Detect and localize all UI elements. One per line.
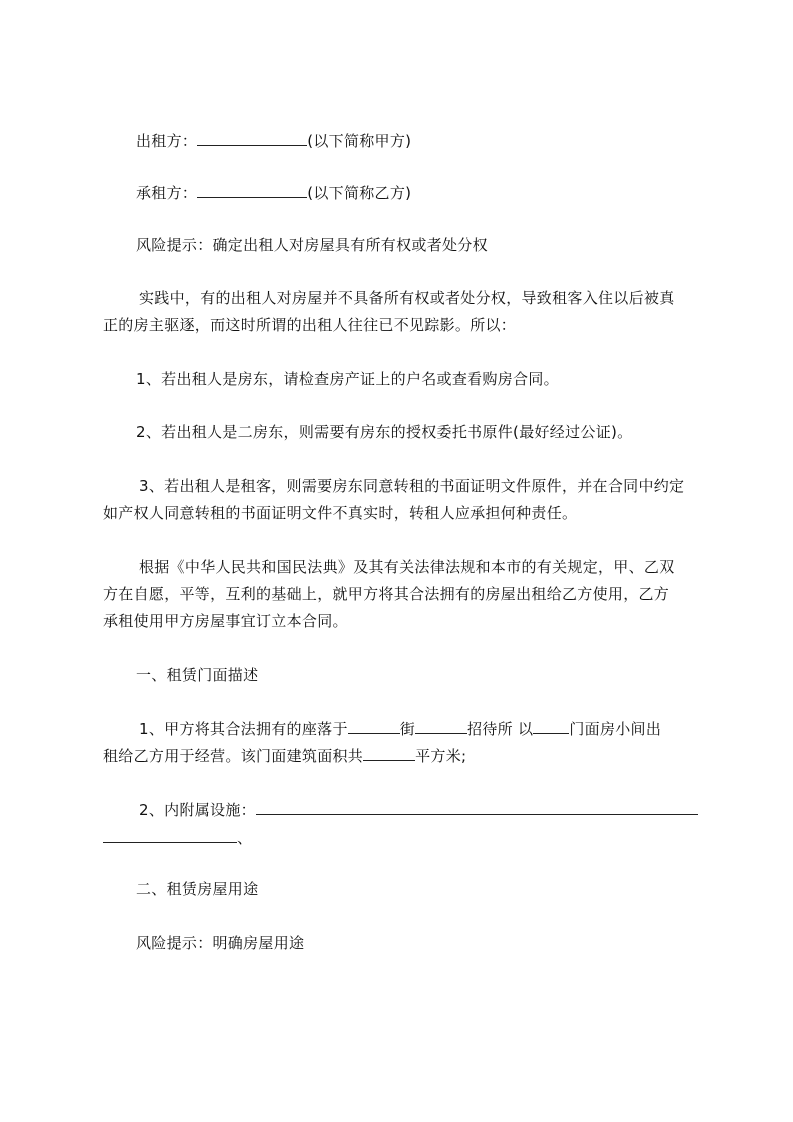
basis-line-2: 方在自愿，平等，互利的基础上，就甲方将其合法拥有的房屋出租给乙方使用，乙方 xyxy=(103,585,670,603)
lessor-suffix: (以下简称甲方) xyxy=(307,132,412,150)
facilities-blank-1 xyxy=(256,799,698,815)
lessor-line xyxy=(136,129,411,153)
clause-1-2-line-2 xyxy=(103,826,252,850)
clause-1-1-part-d: 门面房小间出 xyxy=(569,720,662,738)
basis-line-3: 承租使用甲方房屋事宜订立本合同。 xyxy=(103,612,348,630)
clause-1-1-line-2 xyxy=(103,744,466,768)
item-2: 2、若出租人是二房东，则需要有房东的授权委托书原件(最好经过公证)。 xyxy=(136,423,633,441)
area-blank xyxy=(363,745,415,761)
item-3-line-2: 如产权人同意转租的书面证明文件不真实时，转租人应承担何种责任。 xyxy=(103,504,578,522)
lessee-label: 承租方： xyxy=(136,184,198,202)
risk-tip-ownership: 风险提示：确定出租人对房屋具有所有权或者处分权 xyxy=(136,236,488,254)
clause-1-1-line-1 xyxy=(139,717,661,741)
intro-paragraph-line-2: 正的房主驱逐，而这时所谓的出租人往往已不见踪影。所以： xyxy=(103,316,517,334)
street-blank xyxy=(415,718,467,734)
section-2-title: 二、租赁房屋用途 xyxy=(136,880,259,898)
clause-1-1-part-a: 1、甲方将其合法拥有的座落于 xyxy=(139,720,348,738)
lessee-suffix: (以下简称乙方) xyxy=(307,184,412,202)
lessor-blank xyxy=(197,130,307,146)
item-3-line-1: 3、若出租人是租客，则需要房东同意转租的书面证明文件原件，并在合同中约定 xyxy=(139,477,685,495)
lessee-line xyxy=(136,181,411,205)
clause-1-1-line2-b: 平方米; xyxy=(415,747,467,765)
intro-paragraph-line-1: 实践中，有的出租人对房屋并不具备所有权或者处分权，导致租客入住以后被真 xyxy=(139,289,675,307)
risk-tip-usage: 风险提示：明确房屋用途 xyxy=(136,934,305,952)
storefront-blank xyxy=(533,718,569,734)
section-1-title: 一、租赁门面描述 xyxy=(136,666,259,684)
item-1: 1、若出租人是房东，请检查房产证上的户名或查看购房合同。 xyxy=(136,370,559,388)
facilities-blank-2 xyxy=(103,827,237,843)
clause-1-2-end-mark: 、 xyxy=(237,829,253,847)
clause-1-2-label: 2、内附属设施： xyxy=(139,801,256,819)
clause-1-2-line-1 xyxy=(139,798,698,822)
clause-1-1-part-b: 街 xyxy=(399,720,416,738)
lessee-blank xyxy=(197,182,307,198)
clause-1-1-line2-a: 租给乙方用于经营。该门面建筑面积共 xyxy=(103,747,364,765)
clause-1-1-part-c: 招待所 以 xyxy=(467,720,534,738)
lessor-label: 出租方： xyxy=(136,132,198,150)
location-blank xyxy=(348,718,400,734)
basis-line-1: 根据《中华人民共和国民法典》及其有关法律法规和本市的有关规定，甲、乙双 xyxy=(139,558,675,576)
